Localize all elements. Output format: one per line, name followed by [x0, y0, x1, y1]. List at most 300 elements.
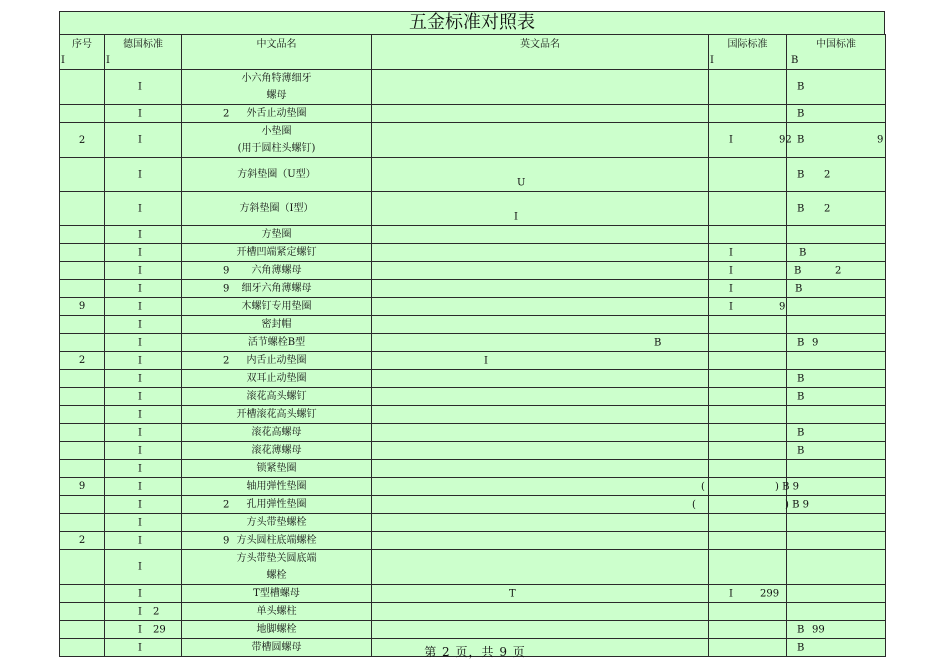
cell-din-standard — [105, 532, 230, 550]
cell-iso-standard — [709, 460, 787, 478]
cell-gb-standard — [787, 352, 886, 370]
cell-cn-name — [182, 460, 372, 478]
cell-en-name — [372, 514, 709, 532]
iso-number: 92 — [779, 134, 792, 146]
gb-code: B — [797, 203, 805, 214]
cell-cn-name — [182, 192, 372, 226]
cell-gb-standard — [787, 262, 886, 280]
gb-code: B — [797, 81, 805, 93]
cell-cn-name — [182, 514, 372, 532]
table-row — [60, 478, 886, 496]
gb-code: B — [797, 427, 805, 438]
cell-cn-name — [182, 244, 372, 262]
cell-cn-name — [182, 442, 372, 460]
cell-din-standard — [105, 192, 182, 226]
cell-cn-name — [182, 370, 372, 388]
cell-en-name — [372, 123, 709, 158]
gb-code: B — [797, 642, 805, 653]
cn-name-line: 密封帽 — [261, 319, 292, 330]
cell-iso-standard — [709, 334, 787, 352]
cell-en-name — [372, 158, 709, 192]
gb-code: B — [797, 624, 805, 635]
din-code: I — [138, 108, 142, 119]
cell-cn-name — [182, 334, 372, 352]
cell-iso-standard — [709, 352, 787, 370]
cell-din-standard — [105, 585, 182, 603]
standards-table — [59, 34, 886, 657]
cell-iso-standard — [709, 226, 787, 244]
cell-seq — [60, 460, 105, 478]
cell-gb-standard — [787, 105, 886, 123]
cell-cn-name — [182, 532, 372, 550]
cell-cn-name — [182, 478, 372, 496]
cell-seq — [60, 550, 105, 585]
cell-din-standard — [105, 316, 182, 334]
table-row — [60, 388, 886, 406]
din-code: I — [138, 229, 142, 240]
cell-en-name — [372, 316, 709, 334]
din-code: I — [138, 81, 142, 93]
cell-din-standard — [105, 70, 182, 105]
din-code: I — [138, 203, 142, 214]
cn-name-line: 带槽圆螺母 — [251, 642, 302, 653]
table-row — [60, 352, 886, 370]
cell-gb-standard — [787, 514, 886, 532]
din-number: 29 — [153, 624, 166, 635]
cell-cn-name — [182, 424, 372, 442]
din-code: I — [138, 337, 142, 348]
cell-cn-name — [182, 262, 372, 280]
table-row — [60, 123, 886, 158]
din-code: I — [138, 624, 142, 635]
cell-gb-standard — [787, 244, 886, 262]
gb-number: 2 — [824, 203, 831, 214]
gb-number: 9 — [877, 134, 884, 146]
cell-seq — [60, 105, 105, 123]
cell-gb-standard — [787, 298, 886, 316]
cn-name-line: 开槽凹端紧定螺钉 — [236, 247, 317, 258]
din-code: I — [138, 588, 142, 599]
iso-number: 9 — [779, 301, 786, 312]
cell-gb-standard — [787, 70, 886, 105]
cell-iso-standard — [709, 192, 787, 226]
gb-code: B — [799, 247, 807, 258]
cn-name-line: 小六角特薄细牙 — [241, 73, 312, 84]
gb-number: 2 — [835, 265, 842, 276]
cell-en-name — [372, 603, 709, 621]
cell-en-name — [372, 70, 709, 105]
table-row — [60, 316, 886, 334]
cell-gb-standard — [787, 603, 886, 621]
header-din: 德国标准 I — [105, 35, 182, 70]
cell-gb-standard — [787, 388, 886, 406]
cell-gb-standard — [787, 192, 886, 226]
cn-name-line: 螺母 — [266, 90, 287, 101]
cell-iso-standard — [709, 244, 787, 262]
header-en-name: 英文品名 — [372, 35, 709, 70]
gb-code: B — [797, 108, 805, 119]
cell-gb-standard — [787, 406, 886, 424]
cell-iso-standard — [709, 388, 787, 406]
cell-en-name — [372, 262, 709, 280]
table-row — [60, 514, 886, 532]
cn-name-line: 小垫圈 — [261, 126, 292, 137]
cell-iso-standard — [709, 514, 787, 532]
din-code: I — [138, 373, 142, 384]
cell-seq — [60, 70, 105, 105]
cell-gb-standard — [787, 550, 886, 585]
cell-cn-name — [182, 550, 372, 585]
cn-name-line: 轴用弹性垫圈 — [246, 481, 307, 492]
table-row — [60, 70, 886, 105]
table-row — [60, 298, 886, 316]
cn-name-line: 单头螺柱 — [256, 606, 297, 617]
cell-en-name — [372, 334, 709, 352]
cell-cn-name — [182, 496, 372, 514]
cell-seq: 9 — [60, 298, 105, 316]
cn-name-line: 方斜垫圈（U型） — [237, 169, 316, 180]
header-seq: 序号 I — [60, 35, 105, 70]
cell-en-name — [372, 424, 709, 442]
cell-din-standard — [105, 388, 182, 406]
cell-seq — [60, 334, 105, 352]
table-row — [60, 532, 886, 550]
gb-code: B — [797, 445, 805, 456]
cell-iso-standard — [709, 406, 787, 424]
cn-name-line: 方垫圈 — [261, 229, 292, 240]
cell-din-standard — [105, 496, 230, 514]
cell-seq — [60, 158, 105, 192]
cell-cn-name — [182, 388, 372, 406]
cell-cn-name — [182, 352, 372, 370]
cn-name-line: 内舌止动垫圈 — [246, 355, 307, 366]
cell-en-name — [372, 460, 709, 478]
cell-din-standard — [105, 280, 230, 298]
din-code: I — [138, 301, 142, 312]
cell-en-name — [372, 226, 709, 244]
cell-seq — [60, 370, 105, 388]
cell-seq: 2 — [60, 532, 105, 550]
cell-din-standard — [105, 334, 182, 352]
cell-iso-standard — [709, 298, 787, 316]
cell-gb-standard — [787, 585, 886, 603]
cell-din-standard — [105, 406, 182, 424]
cell-seq — [60, 603, 105, 621]
cell-gb-standard — [787, 158, 886, 192]
table-row — [60, 105, 886, 123]
din-code: I — [138, 517, 142, 528]
cell-seq — [60, 388, 105, 406]
en-name-text: U — [517, 177, 526, 188]
cn-name-line: 滚花高头螺钉 — [246, 391, 307, 402]
cell-cn-name — [182, 226, 372, 244]
din-code: I — [138, 535, 142, 546]
cell-seq — [60, 226, 105, 244]
cell-seq: 2 — [60, 352, 105, 370]
cell-cn-name — [182, 621, 372, 639]
cell-seq: 9 — [60, 478, 105, 496]
table-row — [60, 406, 886, 424]
iso-code: I — [729, 134, 733, 146]
din-number: 2 — [153, 606, 160, 617]
cell-seq — [60, 406, 105, 424]
cell-en-name — [372, 621, 709, 639]
cell-iso-standard — [709, 70, 787, 105]
cn-name-line: 方头带垫关圆底端 — [236, 553, 317, 564]
cell-din-standard — [105, 550, 182, 585]
din-code: I — [138, 265, 142, 276]
table-row — [60, 244, 886, 262]
iso-number: 299 — [760, 588, 780, 599]
cell-cn-name — [182, 585, 372, 603]
gb-code: B — [797, 169, 805, 180]
cell-iso-standard — [709, 158, 787, 192]
cell-gb-standard — [787, 496, 886, 514]
cell-en-name — [372, 532, 709, 550]
table-row — [60, 621, 886, 639]
table-header-row — [60, 35, 886, 70]
cell-gb-standard — [787, 460, 886, 478]
cn-name-line: 滚花薄螺母 — [251, 445, 302, 456]
page-title: 五金标准对照表 — [59, 11, 885, 34]
cell-seq — [60, 280, 105, 298]
cell-din-standard — [105, 424, 182, 442]
cell-iso-standard — [709, 370, 787, 388]
cell-gb-standard — [787, 316, 886, 334]
cell-en-name — [372, 478, 709, 496]
table-row — [60, 192, 886, 226]
cell-din-standard — [105, 621, 182, 639]
cell-cn-name — [182, 105, 372, 123]
din-code: I — [138, 134, 142, 146]
cn-name-line: 六角薄螺母 — [251, 265, 302, 276]
din-code: I — [138, 561, 142, 573]
gb-code: B — [797, 134, 805, 146]
din-number: 2 — [223, 499, 230, 510]
cell-iso-standard — [709, 316, 787, 334]
cell-cn-name — [182, 406, 372, 424]
din-code: I — [138, 355, 142, 366]
cell-din-standard — [105, 105, 230, 123]
cn-name-line: 木螺钉专用垫圈 — [241, 301, 312, 312]
cell-cn-name — [182, 280, 372, 298]
gb-code: B — [795, 283, 803, 294]
cell-din-standard — [105, 158, 182, 192]
cell-seq — [60, 424, 105, 442]
cell-seq — [60, 496, 105, 514]
table-row — [60, 370, 886, 388]
cell-din-standard — [105, 352, 230, 370]
cell-iso-standard — [709, 280, 787, 298]
cell-cn-name — [182, 316, 372, 334]
cell-iso-standard — [709, 105, 787, 123]
gb-number: 9 — [812, 337, 819, 348]
cell-gb-standard — [787, 226, 886, 244]
din-number: 9 — [223, 283, 230, 294]
din-code: I — [138, 481, 142, 492]
cell-din-standard — [105, 460, 182, 478]
cell-iso-standard — [709, 424, 787, 442]
cell-gb-standard — [787, 370, 886, 388]
cell-seq — [60, 316, 105, 334]
cell-en-name — [372, 298, 709, 316]
iso-code: I — [729, 301, 733, 312]
table-row — [60, 442, 886, 460]
cell-cn-name — [182, 298, 372, 316]
cell-iso-standard — [709, 621, 787, 639]
din-number: 2 — [223, 108, 230, 119]
cell-cn-name — [182, 123, 372, 158]
din-code: I — [138, 427, 142, 438]
gb-code: B — [797, 337, 805, 348]
cell-gb-standard — [787, 621, 886, 639]
cell-seq — [60, 244, 105, 262]
cell-din-standard — [105, 298, 182, 316]
iso-code: I — [729, 283, 733, 294]
iso-code: I — [729, 588, 733, 599]
cell-en-name — [372, 442, 709, 460]
table-row — [60, 262, 886, 280]
en-name-text: T — [509, 588, 516, 599]
cell-en-name — [372, 192, 709, 226]
cell-gb-standard — [787, 334, 886, 352]
header-iso: 国际标准 I — [709, 35, 787, 70]
cell-iso-standard — [709, 442, 787, 460]
cell-cn-name — [182, 70, 372, 105]
cell-gb-standard — [775, 478, 886, 496]
cell-seq — [60, 585, 105, 603]
cell-din-standard — [105, 514, 182, 532]
cell-din-standard — [105, 603, 182, 621]
cell-iso-standard — [709, 496, 787, 514]
page-footer: 第 2 页，共 9 页 — [424, 645, 526, 659]
cell-gb-standard — [787, 442, 886, 460]
cell-seq — [60, 262, 105, 280]
cn-name-line: 开槽滚花高头螺钉 — [236, 409, 317, 420]
table-row — [60, 424, 886, 442]
cn-name-line: 方头圆柱底端螺栓 — [236, 535, 317, 546]
table-row — [60, 496, 886, 514]
cn-name-line: 方斜垫圈（I型） — [239, 203, 314, 214]
din-number: 9 — [223, 265, 230, 276]
en-name-text: I — [514, 211, 518, 222]
din-number: 9 — [223, 535, 230, 546]
gb-code: B — [797, 373, 805, 384]
cell-en-name — [372, 244, 709, 262]
cn-name-line: 活节螺栓B型 — [247, 337, 306, 348]
cell-cn-name — [182, 158, 372, 192]
en-name-text: ( — [692, 499, 696, 510]
table-row — [60, 226, 886, 244]
din-code: I — [138, 391, 142, 402]
table-row — [60, 585, 886, 603]
en-name-text: B — [654, 337, 662, 348]
cell-din-standard — [105, 226, 182, 244]
cn-name-line: 外舌止动垫圈 — [246, 108, 307, 119]
gb-number: 2 — [824, 169, 831, 180]
cell-din-standard — [105, 244, 182, 262]
cell-iso-standard — [709, 262, 787, 280]
cell-en-name — [372, 496, 709, 514]
cn-name-line: T型槽螺母 — [253, 588, 300, 599]
cell-en-name — [372, 352, 709, 370]
din-code: I — [138, 283, 142, 294]
cell-seq — [60, 442, 105, 460]
cell-iso-standard — [709, 532, 787, 550]
table-row — [60, 280, 886, 298]
cell-iso-standard — [709, 603, 787, 621]
din-code: I — [138, 445, 142, 456]
header-cn-name: 中文品名 — [182, 35, 372, 70]
din-code: I — [138, 319, 142, 330]
cn-name-line: 细牙六角薄螺母 — [241, 283, 312, 294]
cn-name-line: 滚花高螺母 — [251, 427, 302, 438]
cn-name-line: 孔用弹性垫圈 — [246, 499, 307, 510]
cell-iso-standard — [709, 585, 787, 603]
gb-code: ) B 9 — [785, 499, 809, 510]
cn-name-line: 地脚螺栓 — [256, 624, 297, 635]
cell-en-name — [372, 280, 709, 298]
cell-en-name — [372, 370, 709, 388]
en-name-text: ( — [701, 481, 705, 492]
cell-seq — [60, 621, 105, 639]
din-code: I — [138, 463, 142, 474]
standards-sheet — [59, 11, 885, 657]
din-code: I — [138, 606, 142, 617]
cell-din-standard — [105, 442, 182, 460]
cell-cn-name — [182, 603, 372, 621]
cn-name-line: (用于圆柱头螺钉) — [237, 143, 316, 154]
gb-number: 99 — [812, 624, 825, 635]
cell-seq: 2 — [60, 123, 105, 158]
header-gb: 中国标准 B — [787, 35, 886, 70]
din-code: I — [138, 409, 142, 420]
cell-din-standard — [105, 123, 182, 158]
table-row — [60, 550, 886, 585]
din-code: I — [138, 247, 142, 258]
din-code: I — [138, 642, 142, 653]
cell-din-standard — [105, 478, 182, 496]
table-row — [60, 158, 886, 192]
cell-din-standard — [105, 370, 182, 388]
cell-iso-standard — [709, 123, 792, 158]
cell-seq — [60, 192, 105, 226]
gb-code: B — [794, 265, 802, 276]
din-code: I — [138, 169, 142, 180]
cn-name-line: 方头带垫螺栓 — [246, 517, 307, 528]
cn-name-line: 锁紧垫圈 — [256, 463, 297, 474]
cell-gb-standard — [787, 532, 886, 550]
cell-en-name — [372, 406, 709, 424]
cell-gb-standard — [787, 280, 886, 298]
iso-code: I — [729, 265, 733, 276]
en-name-text: I — [484, 355, 488, 366]
iso-code: I — [729, 247, 733, 258]
gb-code: B — [797, 391, 805, 402]
table-row — [60, 460, 886, 478]
cn-name-line: 双耳止动垫圈 — [246, 373, 307, 384]
cell-en-name — [372, 388, 709, 406]
cell-en-name — [372, 105, 709, 123]
cn-name-line: 螺栓 — [266, 570, 287, 581]
din-code: I — [138, 499, 142, 510]
cell-gb-standard — [787, 123, 886, 158]
din-number: 2 — [223, 355, 230, 366]
cell-gb-standard — [787, 424, 886, 442]
gb-code: ) B 9 — [775, 481, 799, 492]
cell-din-standard — [105, 262, 230, 280]
cell-en-name — [372, 585, 709, 603]
